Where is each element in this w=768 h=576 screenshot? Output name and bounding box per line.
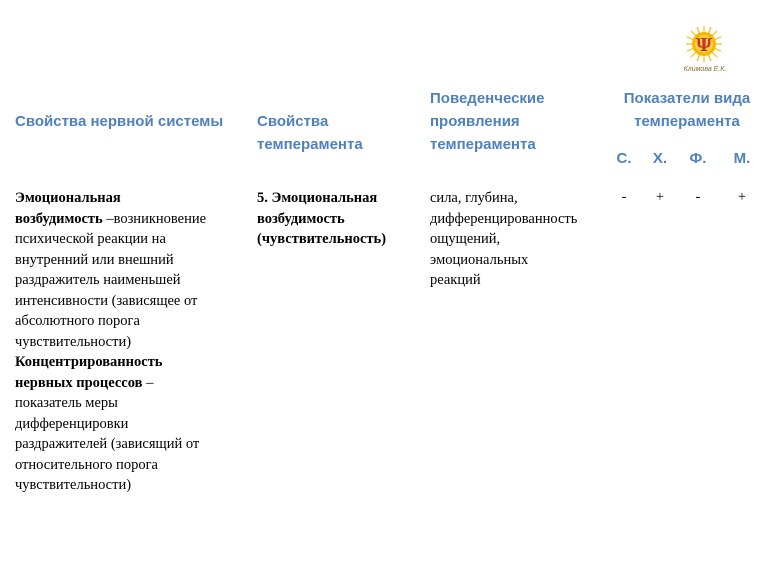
term-line: Эмоциональная <box>15 190 121 206</box>
desc-line: показатель меры <box>15 395 118 411</box>
desc-line: абсолютного порога <box>15 313 140 329</box>
desc-line: чувствительности) <box>15 333 132 350</box>
desc-line: дифференцировки <box>15 415 129 432</box>
desc-line: психической реакции на <box>15 231 166 247</box>
header-nervous-system-properties: Свойства нервной системы <box>15 113 224 130</box>
header-line: темперамента <box>634 113 740 130</box>
value-phlegmatic: - <box>695 189 701 205</box>
term-line: нервных процессов <box>15 374 143 391</box>
header-temperament-properties <box>257 110 417 156</box>
header-line: проявления <box>430 113 520 130</box>
manifestation-line: ощущений, <box>430 231 501 247</box>
header-line: Свойства <box>257 113 329 130</box>
desc-line: – <box>142 374 154 391</box>
header-line: темперамента <box>430 136 536 153</box>
psi-logo-icon <box>686 26 722 62</box>
header-line: Показатели вида <box>623 90 751 107</box>
nervous-system-cell <box>15 188 250 496</box>
header-type-indicators <box>612 87 762 133</box>
manifestation-line: сила, глубина, <box>430 190 518 206</box>
term-line: возбудимость <box>15 210 103 227</box>
logo <box>675 26 735 78</box>
value-sanguine: - <box>621 189 627 205</box>
term-line: Концентрированность <box>15 354 163 370</box>
value-melancholic: + <box>737 189 747 205</box>
header-behavioral-manifestations <box>430 87 605 156</box>
manifestation-line: реакций <box>430 272 481 288</box>
header-line: темперамента <box>257 136 363 153</box>
desc-line: –возникновение <box>102 210 207 227</box>
desc-line: раздражитель наименьшей <box>15 272 181 288</box>
manifestation-line: эмоциональных <box>430 251 529 268</box>
manifestation-line: дифференцированность <box>430 210 578 227</box>
psi-glyph: Ψ <box>695 35 713 56</box>
desc-line: раздражителей (зависящий от <box>15 436 200 452</box>
desc-line: интенсивности (зависящее от <box>15 292 198 309</box>
manifestations-cell <box>430 188 605 291</box>
desc-line: внутренний или внешний <box>15 251 174 268</box>
temperament-property-cell <box>257 188 422 250</box>
letter-choleric: Х. <box>652 150 668 167</box>
letter-phlegmatic: Ф. <box>689 150 707 167</box>
value-choleric: + <box>655 189 665 205</box>
desc-line: относительного порога <box>15 456 158 473</box>
property-line: возбудимость <box>257 210 345 227</box>
letter-sanguine: С. <box>616 150 632 167</box>
letter-melancholic: М. <box>733 150 751 167</box>
property-line: (чувствительность) <box>257 231 387 247</box>
logo-caption: Климова Е.К. <box>683 66 727 73</box>
property-line: 5. Эмоциональная <box>257 190 378 206</box>
desc-line: чувствительности) <box>15 477 132 493</box>
header-line: Поведенческие <box>430 90 545 107</box>
